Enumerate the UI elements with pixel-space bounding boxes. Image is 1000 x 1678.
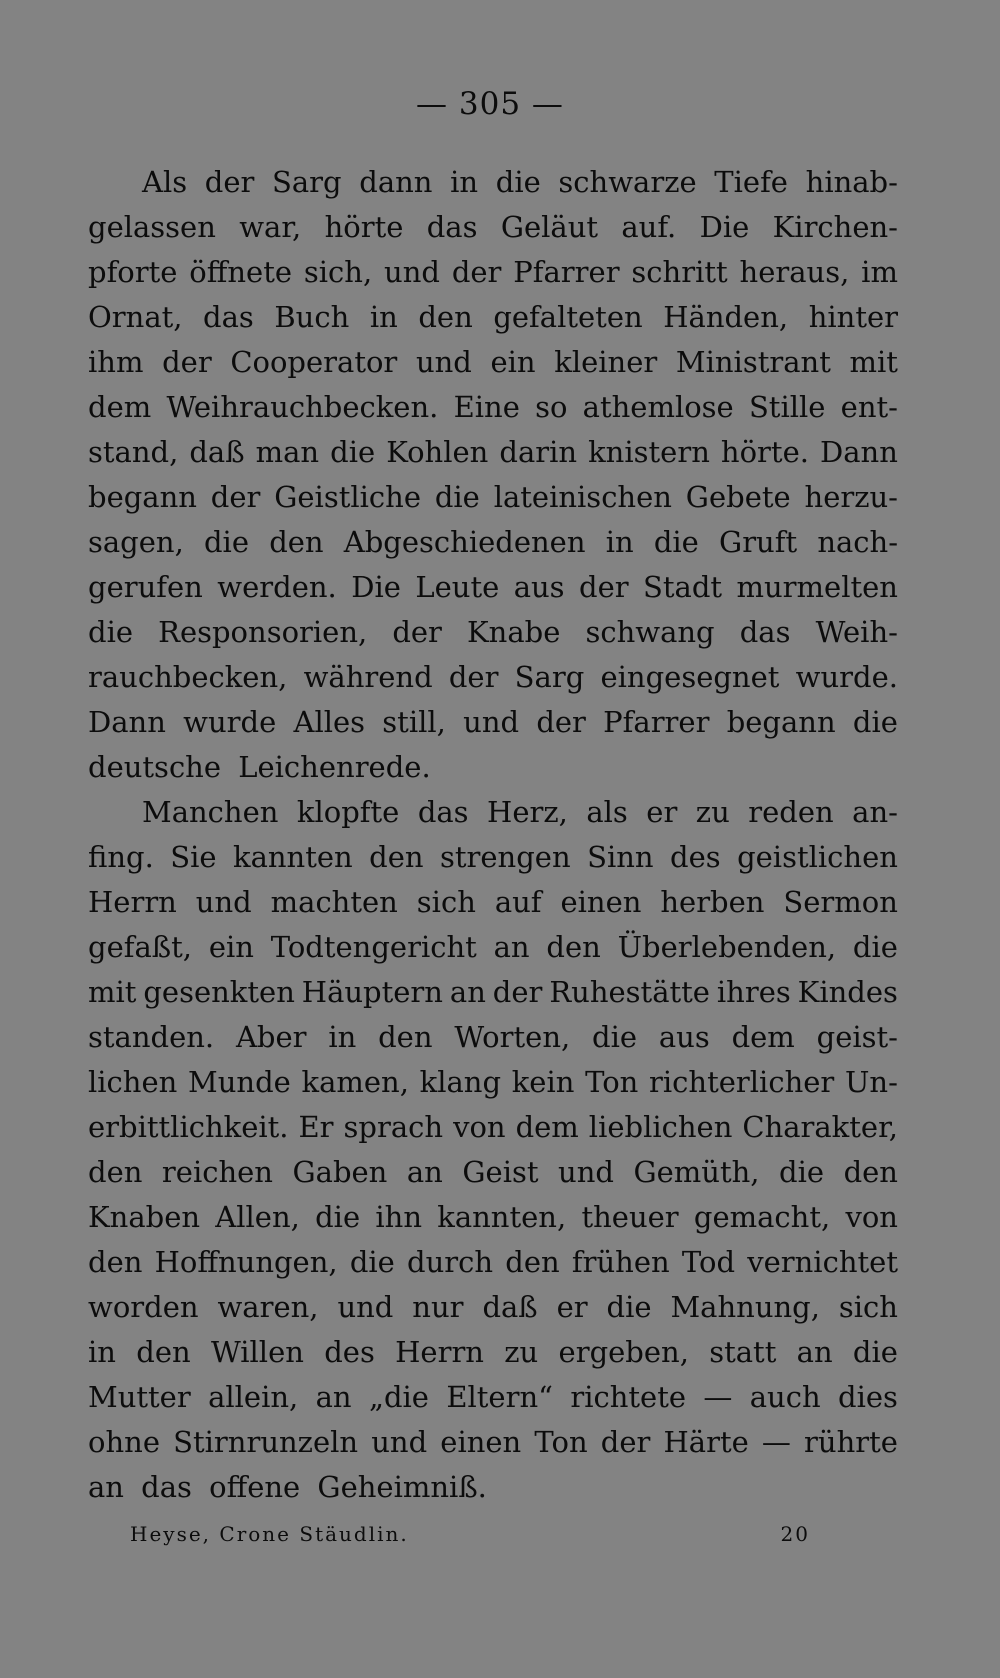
text-line: Mutter allein, an „die Eltern“ richtete — auch dies [88,1380,898,1414]
text-line: mit gesenkten Häuptern an der Ruhestätte ihres Kindes [88,975,898,1009]
text-line: sagen, die den Abgeschiedenen in die Gruft nach- [88,525,898,559]
printer-signature: Heyse, Crone Stäudlin. [130,1522,409,1546]
text-line: fing. Sie kannten den strengen Sinn des geistlichen [88,840,898,874]
text-line: Dann wurde Alles still, und der Pfarrer begann die [88,705,898,739]
text-line: begann der Geistliche die lateinischen Gebete herzu- [88,480,898,514]
text-line: ohne Stirnrunzeln und einen Ton der Härte — rührte [88,1425,898,1459]
text-line: gefaßt, ein Todtengericht an den Überlebenden, die [88,930,898,964]
text-line: worden waren, und nur daß er die Mahnung, sich [88,1290,898,1324]
text-line: gelassen war, hörte das Geläut auf. Die Kirchen- [88,210,898,244]
text-line: pforte öffnete sich, und der Pfarrer schritt heraus, im [88,255,898,289]
text-line: rauchbecken, während der Sarg eingesegnet wurde. [88,660,898,694]
text-line: Knaben Allen, die ihn kannten, theuer gemacht, von [88,1200,898,1234]
text-line: dem Weihrauchbecken. Eine so athemlose Stille ent- [88,390,898,424]
text-line: gerufen werden. Die Leute aus der Stadt murmelten [88,570,898,604]
page-footer [130,1522,810,1546]
text-line: erbittlichkeit. Er sprach von dem lieblichen Charakter, [88,1110,898,1144]
sheet-number: 20 [780,1522,810,1546]
paragraph-1 [88,160,898,790]
text-line: standen. Aber in den Worten, die aus dem geist- [88,1020,898,1054]
text-line: Herrn und machten sich auf einen herben Sermon [88,885,898,919]
body-text [88,160,898,1510]
paragraph-2 [88,790,898,1510]
text-line: Ornat, das Buch in den gefalteten Händen, hinter [88,300,898,334]
text-line: den Hoffnungen, die durch den frühen Tod vernichtet [88,1245,898,1279]
text-line: Als der Sarg dann in die schwarze Tiefe hinab- [142,165,898,199]
page-number: — 305 — [416,86,564,122]
text-line: Manchen klopfte das Herz, als er zu reden an- [142,795,898,829]
text-line: die Responsorien, der Knabe schwang das Weih- [88,615,898,649]
text-line: in den Willen des Herrn zu ergeben, statt an die [88,1335,898,1369]
text-line: den reichen Gaben an Geist und Gemüth, die den [88,1155,898,1189]
text-line: deutsche Leichenrede. [88,750,431,784]
text-line: stand, daß man die Kohlen darin knistern hörte. Dann [88,435,898,469]
text-line: lichen Munde kamen, klang kein Ton richterlicher Un- [88,1065,898,1099]
text-line: ihm der Cooperator und ein kleiner Ministrant mit [88,345,898,379]
text-line: an das offene Geheimniß. [88,1470,487,1504]
